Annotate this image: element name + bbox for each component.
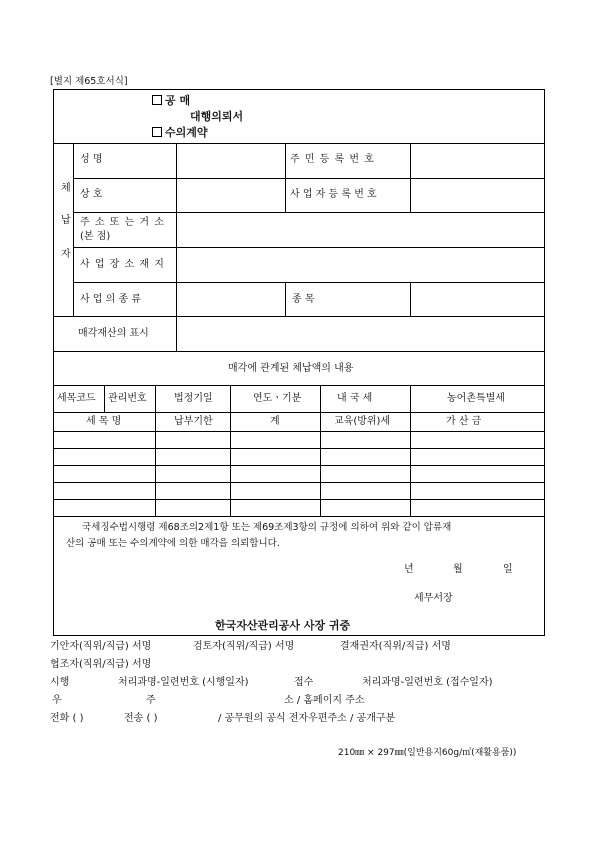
title-private-contract[interactable]: 수의계약 xyxy=(152,127,208,139)
statement-line-1: 국세징수법시행령 제68조의2제1항 또는 제69조제3항의 규정에 의하여 위와 같이 압류재 xyxy=(82,522,452,533)
headoffice-label: (본 점) xyxy=(80,231,111,242)
processing-number-label: 처리과명-일련번호 (시행일자) xyxy=(118,677,249,688)
recipient: 한국자산관리공사 사장 귀중 xyxy=(215,619,351,632)
trade-name-label: 상 호 xyxy=(80,189,103,200)
title-main: 대행의뢰서 xyxy=(190,110,244,123)
statement-line-2: 산의 공매 또는 수의계약에 의한 매각을 의뢰합니다. xyxy=(66,538,280,549)
col-total: 계 xyxy=(270,416,280,427)
address-label: 주 소 또 는 거 소 xyxy=(80,217,165,228)
name-label: 성 명 xyxy=(80,154,103,165)
approver-label: 결재권자(직위/직급) 서명 xyxy=(340,641,451,652)
col-rural-tax: 농어촌특별세 xyxy=(447,393,505,404)
paper-spec: 210㎜ × 297㎜(일반용지60g/㎡(재활용품)) xyxy=(338,748,517,758)
drafter-label: 기안자(직위/직급) 서명 xyxy=(50,641,152,652)
execution-label: 시행 xyxy=(50,677,70,688)
auction-checkbox-icon[interactable] xyxy=(152,95,162,105)
table-row[interactable] xyxy=(54,449,543,464)
resident-number-field[interactable] xyxy=(411,144,543,177)
col-internal-tax: 내 국 세 xyxy=(337,393,373,404)
receipt-label: 접수 xyxy=(294,677,314,688)
col-education-tax: 교육(방위)세 xyxy=(334,416,391,427)
tax-office: 세무서장 xyxy=(414,593,453,604)
arrears-header: 매각에 관계된 체납액의 내용 xyxy=(228,363,354,374)
cooperator-label: 협조자(직위/직급) 서명 xyxy=(50,659,152,670)
trade-name-field[interactable] xyxy=(177,179,284,211)
fax-label: 전송 ( ) xyxy=(124,713,158,724)
date-day: 일 xyxy=(503,564,513,575)
col-tax-name: 세 목 명 xyxy=(86,416,122,427)
col-tax-code: 세목코드 xyxy=(57,393,96,404)
business-location-label: 사 업 장 소 재 지 xyxy=(80,259,165,270)
postal-label: 우 xyxy=(52,695,62,706)
date-year: 년 xyxy=(404,564,414,575)
address-footer-label: 주 xyxy=(146,695,156,706)
date-month: 월 xyxy=(453,564,463,575)
table-row[interactable] xyxy=(54,483,543,498)
business-type-field[interactable] xyxy=(177,283,284,315)
business-number-field[interactable] xyxy=(411,179,543,211)
col-penalty: 가 산 금 xyxy=(446,416,482,427)
table-row[interactable] xyxy=(54,466,543,481)
property-label: 매각재산의 표시 xyxy=(78,328,149,339)
business-location-field[interactable] xyxy=(177,248,543,281)
title-auction[interactable]: 공 매 xyxy=(152,95,190,107)
phone-label: 전화 ( ) xyxy=(50,713,84,724)
receipt-number-label: 처리과명-일련번호 (접수일자) xyxy=(362,677,493,688)
table-row[interactable] xyxy=(54,500,543,515)
resident-number-label: 주 민 등 록 번 호 xyxy=(290,154,375,165)
business-type-label: 사 업 의 종 류 xyxy=(80,294,142,305)
item-field[interactable] xyxy=(411,283,543,315)
address-field[interactable] xyxy=(177,213,543,246)
item-label: 종 목 xyxy=(292,294,315,305)
name-field[interactable] xyxy=(177,144,284,177)
col-due-date: 납부기한 xyxy=(174,416,213,427)
form-number: [별지 제65호서식] xyxy=(50,76,128,87)
table-row[interactable] xyxy=(54,432,543,447)
taxpayer-side-label-3: 자 xyxy=(61,249,71,260)
homepage-label: 소 / 홈페이지 주소 xyxy=(284,695,365,706)
property-field[interactable] xyxy=(177,317,543,350)
reviewer-label: 검토자(직위/직급) 서명 xyxy=(193,641,295,652)
taxpayer-side-label-2: 납 xyxy=(61,215,71,226)
col-management-no: 관리번호 xyxy=(108,393,147,404)
col-legal-date: 법정기일 xyxy=(174,393,213,404)
private-contract-checkbox-icon[interactable] xyxy=(152,127,162,137)
business-number-label: 사 업 자 등 록 번 호 xyxy=(290,189,377,200)
col-year-period: 연도ㆍ기분 xyxy=(253,393,302,404)
taxpayer-side-label-1: 체 xyxy=(61,183,71,194)
email-label: / 공무원의 공식 전자우편주소 / 공개구분 xyxy=(218,713,396,724)
